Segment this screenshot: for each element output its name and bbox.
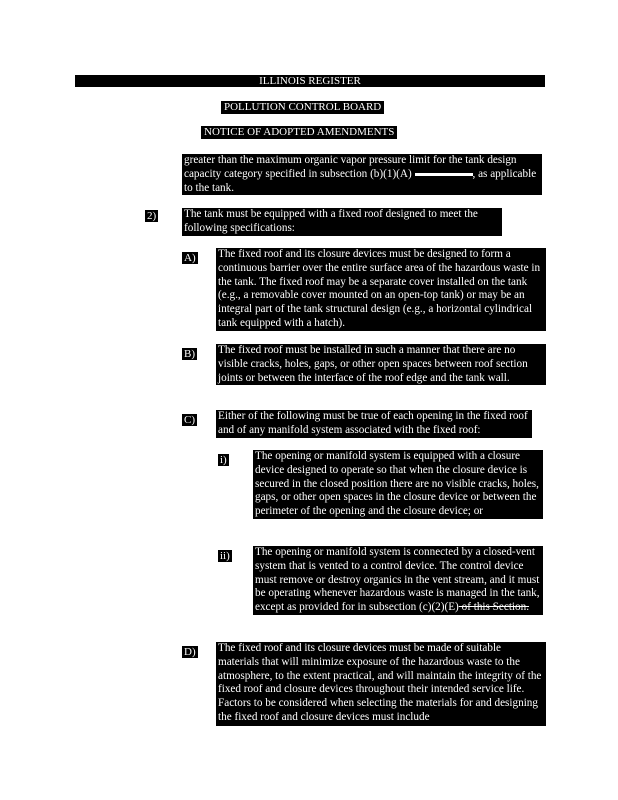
item-c-label: C) bbox=[184, 414, 195, 426]
redaction-mark bbox=[415, 173, 473, 176]
item-cii-text bbox=[253, 546, 543, 615]
item-d-text: The fixed roof and its closure devices must be made of suitable materials that will minimize exposure of the hazardous waste to the atmosphere, to the extent practical, and will maintain the integrity of the fixed roof and closure devices throughout their intended service life. Factors to be considered when selecting the materials for and designing the fixed roof and closure devices must include bbox=[216, 642, 546, 726]
item-b-text: The fixed roof must be installed in such a manner that there are no visible cracks, holes, gaps, or other open spaces between roof section joints or between the interface of the roof edge and the tank wall. bbox=[216, 344, 546, 385]
item-ci-text: The opening or manifold system is equipped with a closure device designed to operate so that when the closure device is secured in the closed position there are no visible cracks, holes, gaps, or other open spaces in the closure device or between the perimeter of the opening and the closure device; or bbox=[253, 450, 543, 519]
item-2-text: The tank must be equipped with a fixed roof designed to meet the following specifications: bbox=[182, 208, 502, 236]
item-cii-main-text: The opening or manifold system is connected by a closed-vent system that is vented to a control device. The control device must remove or destroy organics in the vent stream, and it must be operating whenever hazardous waste is managed in the tank, except as provided for in subsection (c)(2)(E) bbox=[255, 546, 540, 614]
continuation-text-before: greater than the maximum organic vapor pressure limit for the tank design capacity category specified in subsection (b)(1)(A) bbox=[184, 154, 517, 180]
item-ci-label: i) bbox=[220, 454, 227, 466]
board-title: POLLUTION CONTROL BOARD bbox=[221, 101, 384, 114]
register-title: ILLINOIS REGISTER bbox=[259, 75, 361, 87]
continuation-paragraph bbox=[182, 154, 542, 195]
item-a-label: A) bbox=[184, 252, 196, 264]
continuation-text-after: , as applicable to the tank. bbox=[184, 167, 537, 194]
item-c-text: Either of the following must be true of each opening in the fixed roof and of any manifold system associated with the fixed roof: bbox=[216, 410, 532, 438]
item-2-label: 2) bbox=[147, 210, 157, 222]
notice-title: NOTICE OF ADOPTED AMENDMENTS bbox=[201, 126, 397, 139]
register-header-bar bbox=[75, 75, 545, 87]
item-d-label: D) bbox=[184, 646, 196, 658]
item-a-text: The fixed roof and its closure devices must be designed to form a continuous barrier over the entire surface area of the hazardous waste in the tank. The fixed roof may be a separate cover installed on the tank (e.g., a removable cover mounted on an open-top tank) or may be an integral part of the tank structural design (e.g., a horizontal cylindrical tank equipped with a hatch). bbox=[216, 248, 546, 331]
item-b-label: B) bbox=[184, 348, 195, 360]
item-cii-struck-text: of this Section. bbox=[458, 601, 530, 614]
item-cii-label: ii) bbox=[220, 550, 230, 562]
